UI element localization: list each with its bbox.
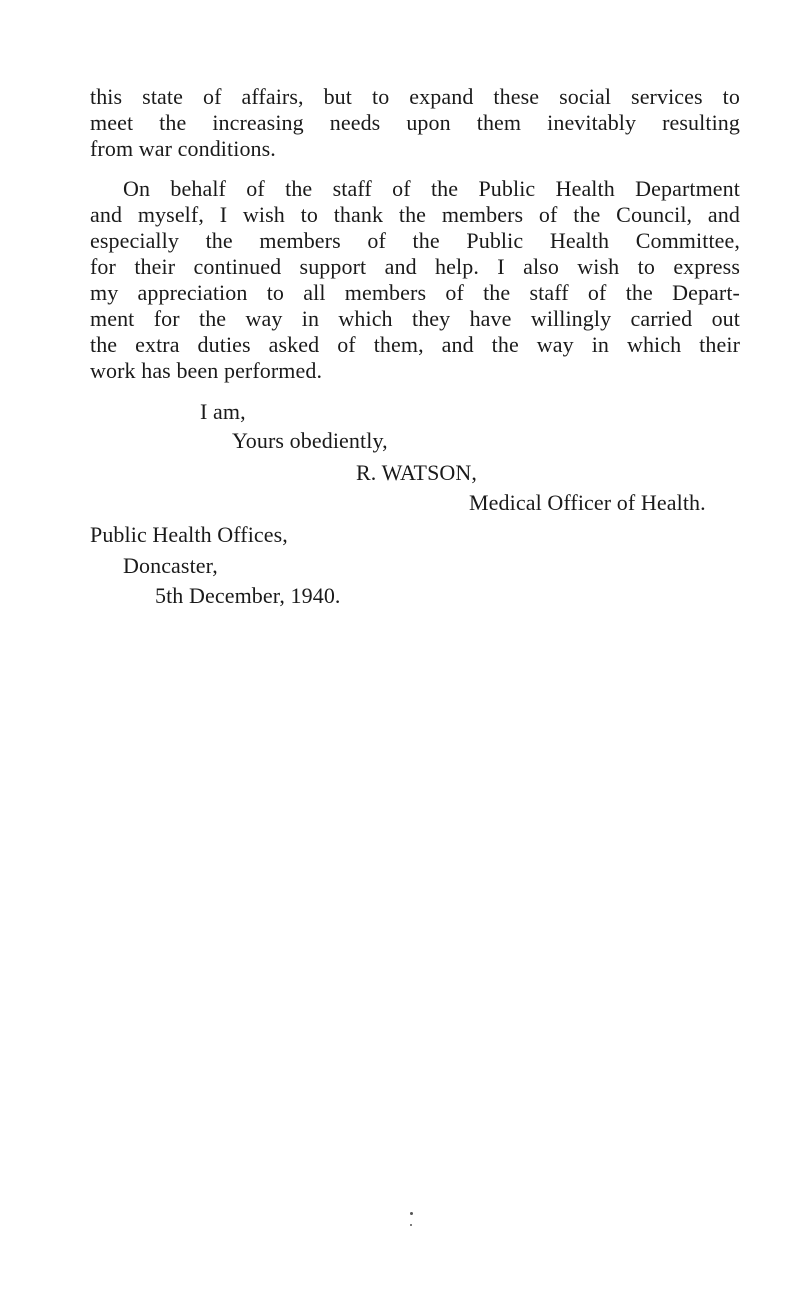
print-speck — [410, 1212, 413, 1215]
address-office: Public Health Offices, — [90, 522, 288, 547]
signatory-title: Medical Officer of Health. — [469, 490, 706, 515]
closing-valediction: Yours obediently, — [232, 428, 388, 453]
paragraph-1-line-3: from war conditions. — [90, 136, 276, 161]
print-speck — [410, 1224, 412, 1226]
paragraph-2-line-4: for their continued support and help. I also wish to express — [90, 254, 740, 279]
paragraph-2-line-2: and myself, I wish to thank the members of the Council, and — [90, 202, 740, 227]
paragraph-1-line-1: this state of affairs, but to expand these social services to — [90, 84, 740, 109]
paragraph-2-line-3: especially the members of the Public Health Committee, — [90, 228, 740, 253]
paragraph-1-line-2: meet the increasing needs upon them inevitably resulting — [90, 110, 740, 135]
paragraph-2-line-8: work has been performed. — [90, 358, 323, 383]
paragraph-2-line-1: On behalf of the staff of the Public Health Department — [123, 176, 740, 201]
paragraph-2-line-7: the extra duties asked of them, and the way in which their — [90, 332, 740, 357]
paragraph-2-line-6: ment for the way in which they have willingly carried out — [90, 306, 740, 331]
address-town: Doncaster, — [123, 553, 218, 578]
closing-salutation: I am, — [200, 399, 246, 424]
paragraph-2-line-5: my appreciation to all members of the staff of the Depart- — [90, 280, 740, 305]
address-date: 5th December, 1940. — [155, 583, 341, 608]
signatory-name: R. WATSON, — [356, 460, 478, 485]
